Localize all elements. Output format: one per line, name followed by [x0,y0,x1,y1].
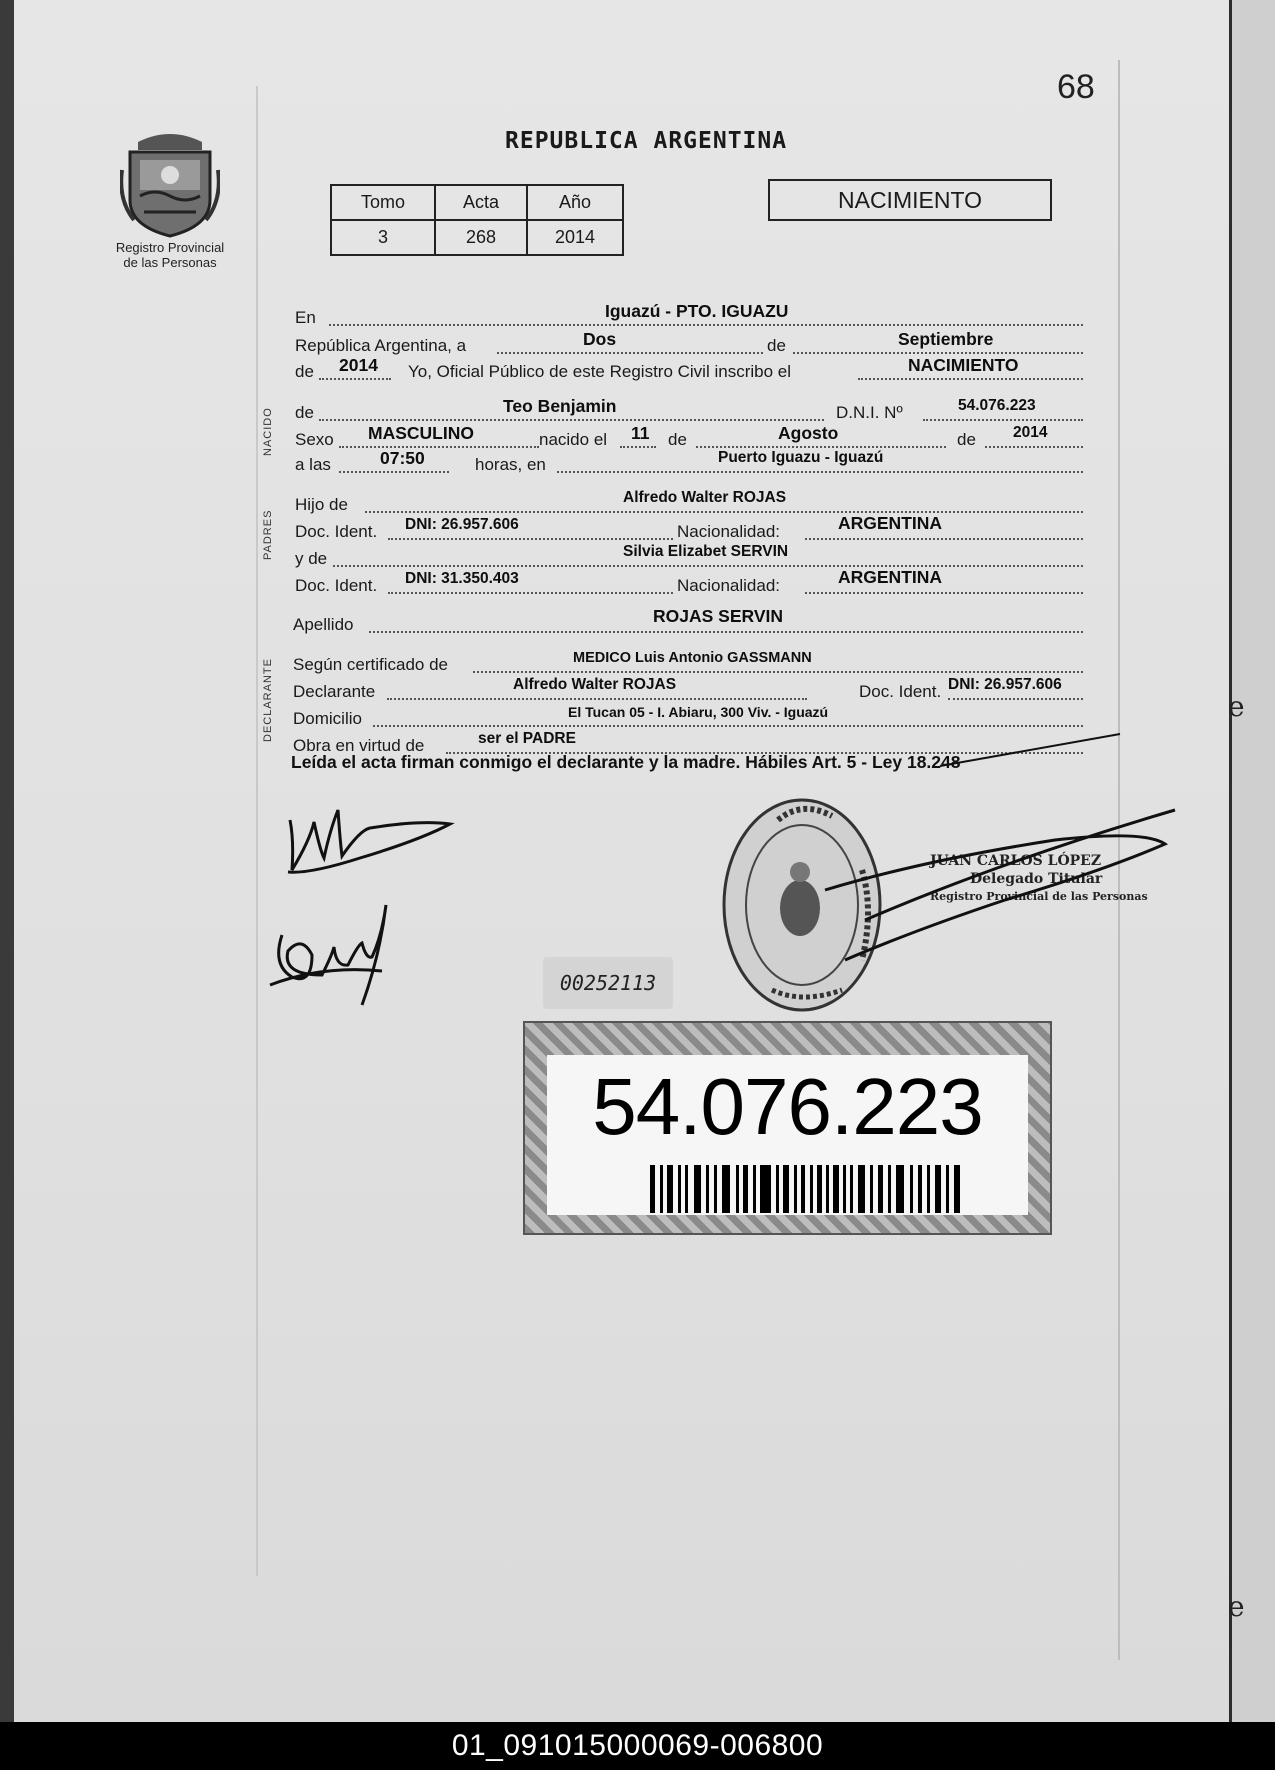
dia-inscripcion: Dos [583,329,617,349]
dni-nacido: 54.076.223 [958,397,1036,414]
obra-value: ser el PADRE [478,730,576,747]
side-label-padres: PADRES [262,509,274,560]
lugar-inscripcion: Iguazú - PTO. IGUAZU [605,301,789,321]
adjacent-page-edge: e e [1229,0,1275,1722]
acta-value: 268 [435,220,527,255]
signature-declarante-icon [280,800,460,880]
doc-madre: DNI: 31.350.403 [405,570,519,587]
row-madre: y de Silvia Elizabet SERVIN [293,539,1093,569]
signature-official-icon [805,800,1185,970]
nacionalidad-padre: ARGENTINA [838,513,943,533]
row-certificado: Según certificado de MEDICO Luis Antonio GASSMANN [293,645,1093,675]
doc-padre: DNI: 26.957.606 [405,516,519,533]
dni-sticker [523,1021,1052,1235]
row-domicilio: Domicilio El Tucan 05 - I. Abiaru, 300 Viv. - Iguazú [293,699,1093,729]
mes-inscripcion: Septiembre [898,329,994,349]
nacionalidad-madre: ARGENTINA [838,567,943,587]
sexo-nacido: MASCULINO [368,423,474,443]
official-office: Registro Provincial de las Personas [930,890,1148,903]
anio-inscripcion: 2014 [339,355,378,375]
row-madre-doc: Doc. Ident. DNI: 31.350.403 Nacionalidad: ARGENTINA [293,566,1093,596]
lugar-nacimiento: Puerto Iguazu - Iguazú [718,449,884,466]
acto-inscripto: NACIMIENTO [908,355,1019,375]
scan-id-footer: 01_091015000069-006800 [0,1722,1275,1770]
tomo-header: Tomo [331,185,435,220]
serial-number: 00252113 [543,957,673,1009]
certificado-value: MEDICO Luis Antonio GASSMANN [573,650,812,666]
tomo-value: 3 [331,220,435,255]
scan-left-edge [0,0,14,1722]
row-anio-oficial: de 2014 Yo, Oficial Público de este Registro Civil inscribo el NACIMIENTO [293,352,1093,382]
official-role: Delegado Titular [970,871,1103,887]
dia-nacimiento: 11 [631,423,650,443]
row-nombre: de Teo Benjamin D.N.I. Nº 54.076.223 [293,393,1093,423]
apellido-value: ROJAS SERVIN [653,606,783,626]
row-padre: Hijo de Alfredo Walter ROJAS [293,485,1093,515]
reference-table [330,184,624,256]
row-declarante: Declarante Alfredo Walter ROJAS Doc. Ident. DNI: 26.957.606 [293,672,1093,702]
acta-header: Acta [435,185,527,220]
domicilio-value: El Tucan 05 - I. Abiaru, 300 Viv. - Iguazú [568,704,829,720]
row-republica: República Argentina, a Dos de Septiembre [293,326,1093,356]
page-number: 68 [1057,68,1095,106]
barcode-icon [650,1165,960,1213]
side-label-nacido: NACIDO [262,407,274,456]
record-type-box: NACIMIENTO [768,179,1052,221]
nombre-declarante: Alfredo Walter ROJAS [513,676,677,693]
margin-line-left [256,86,258,1576]
side-label-declarante: DECLARANTE [262,658,274,742]
nombre-nacido: Teo Benjamin [503,396,617,416]
closing-statement: Leída el acta firman conmigo el declarante y la madre. Hábiles Art. 5 - Ley 18.248 [291,752,961,772]
row-en: En Iguazú - PTO. IGUAZU [293,298,1093,328]
anio-header: Año [527,185,623,220]
mes-nacimiento: Agosto [778,423,839,443]
row-padre-doc: Doc. Ident. DNI: 26.957.606 Nacionalidad: ARGENTINA [293,512,1093,542]
anio-value: 2014 [527,220,623,255]
row-sexo: Sexo MASCULINO nacido el 11 de Agosto de 2014 [293,420,1093,450]
nombre-madre: Silvia Elizabet SERVIN [623,543,789,560]
nombre-padre: Alfredo Walter ROJAS [623,489,787,506]
provincia-de-misiones-shield-icon [120,130,220,240]
signature-madre-icon [262,895,402,1015]
hora-nacimiento: 07:50 [380,448,425,468]
strike-line-icon [930,730,1130,770]
document-title: REPUBLICA ARGENTINA [505,128,788,154]
official-name: JUAN CARLOS LÓPEZ [930,853,1102,869]
registry-caption: Registro Provincial de las Personas [115,240,225,270]
row-obra: Obra en virtud de ser el PADRE [293,726,1093,756]
sticker-dni-number: 54.076.223 [592,1062,983,1151]
row-apellido: Apellido ROJAS SERVIN [293,605,1093,635]
row-hora: a las 07:50 horas, en Puerto Iguazu - Iguazú [293,445,1093,475]
doc-declarante: DNI: 26.957.606 [948,676,1062,693]
anio-nacimiento: 2014 [1013,424,1048,441]
